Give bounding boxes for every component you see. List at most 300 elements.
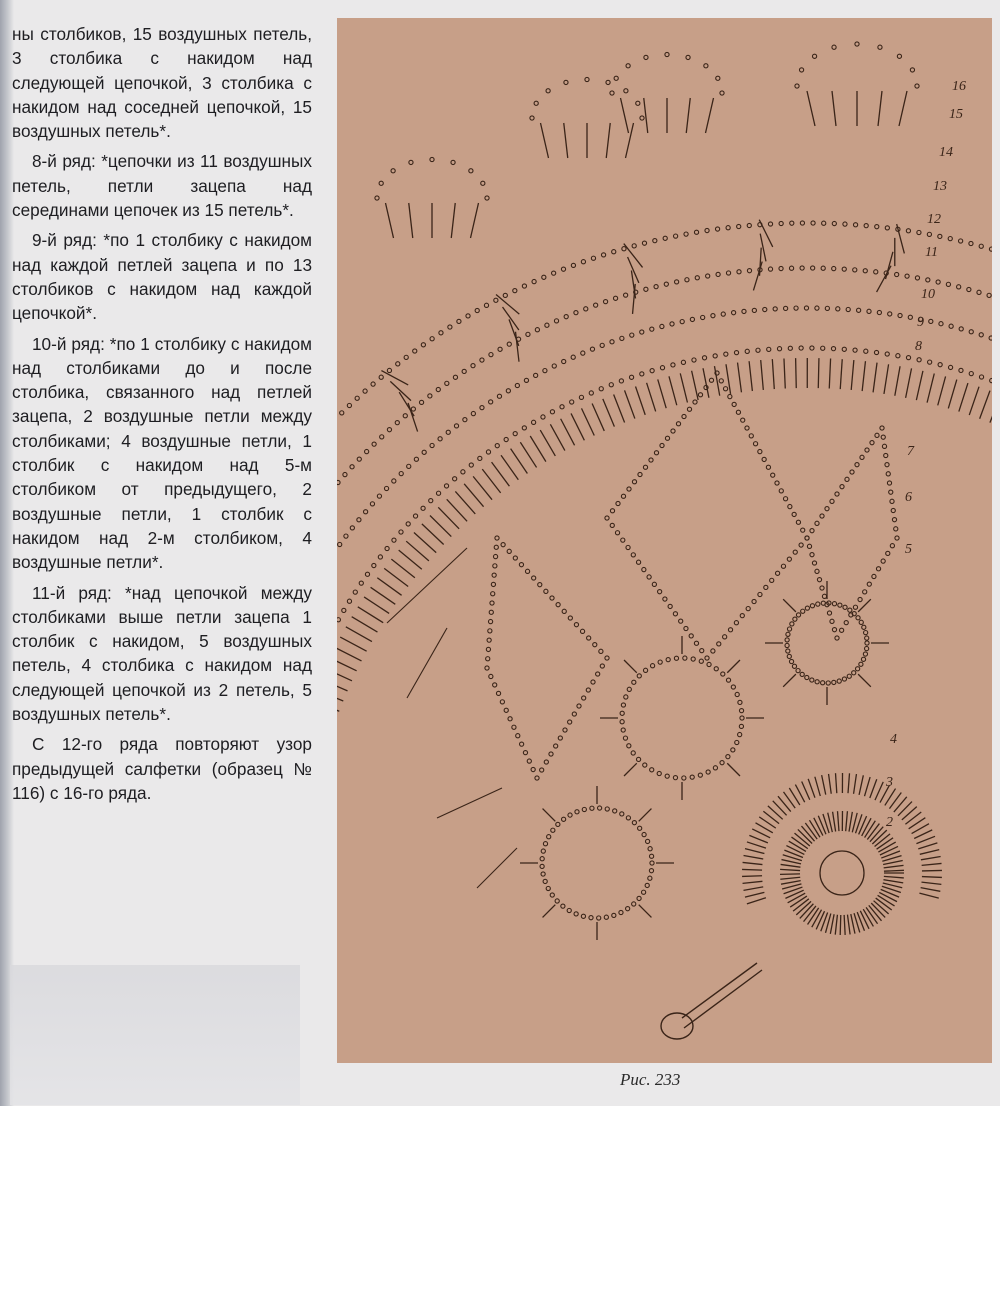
stitch-mark	[859, 775, 863, 795]
chain-stitch-mark	[650, 664, 654, 668]
stitch-mark	[878, 91, 882, 126]
stitch-mark	[773, 801, 787, 815]
chain-stitch-mark	[885, 463, 889, 467]
chain-stitch-mark	[801, 609, 805, 613]
chain-stitch-mark	[387, 368, 391, 372]
chain-stitch-mark	[658, 660, 662, 664]
chain-stitch-mark	[969, 371, 973, 375]
chain-stitch-mark	[610, 340, 614, 344]
chain-stitch-mark	[830, 619, 834, 623]
chain-stitch-mark	[525, 569, 529, 573]
chain-stitch-mark	[638, 826, 642, 830]
chain-stitch-mark	[593, 643, 597, 647]
stitch-mark	[639, 809, 652, 822]
chain-stitch-mark	[624, 293, 628, 297]
chain-stitch-mark	[461, 470, 465, 474]
chain-stitch-mark	[564, 80, 568, 84]
chain-stitch-mark	[864, 224, 868, 228]
chain-stitch-mark	[820, 514, 824, 518]
stitch-mark	[829, 359, 830, 389]
chain-stitch-mark	[917, 230, 921, 234]
chain-stitch-mark	[495, 444, 499, 448]
chain-stitch-mark	[884, 453, 888, 457]
chain-stitch-mark	[590, 347, 594, 351]
chain-stitch-mark	[858, 597, 862, 601]
chain-stitch-mark	[787, 627, 791, 631]
chain-stitch-mark	[621, 728, 625, 732]
chain-stitch-mark	[865, 641, 869, 645]
chain-stitch-mark	[692, 358, 696, 362]
stitch-mark	[761, 360, 764, 390]
stitch-mark	[686, 98, 690, 133]
stitch-mark	[346, 627, 372, 642]
chain-stitch-mark	[675, 280, 679, 284]
stitch-mark	[969, 387, 979, 415]
stitch-mark	[543, 809, 556, 822]
chain-stitch-mark	[728, 394, 732, 398]
chain-stitch-mark	[498, 347, 502, 351]
stitch-mark	[726, 364, 731, 394]
chain-stitch-mark	[671, 429, 675, 433]
chain-stitch-mark	[781, 564, 785, 568]
chain-stitch-mark	[792, 512, 796, 516]
chain-stitch-mark	[726, 226, 730, 230]
chain-stitch-mark	[877, 310, 881, 314]
chain-stitch-mark	[795, 84, 799, 88]
row-number-label: 13	[933, 179, 947, 194]
chain-stitch-mark	[875, 225, 879, 229]
chain-stitch-mark	[747, 269, 751, 273]
chain-stitch-mark	[454, 424, 458, 428]
chain-stitch-mark	[948, 237, 952, 241]
chain-stitch-mark	[642, 567, 646, 571]
stitch-mark	[744, 887, 764, 890]
stitch-mark	[785, 890, 803, 898]
chain-stitch-mark	[671, 363, 675, 367]
chain-stitch-mark	[540, 864, 544, 868]
stitch-mark	[922, 870, 942, 871]
chain-stitch-mark	[580, 629, 584, 633]
chain-stitch-mark	[504, 437, 508, 441]
chain-stitch-mark	[764, 585, 768, 589]
instructions-column	[12, 22, 312, 811]
chain-stitch-mark	[637, 896, 641, 900]
stitch-mark	[781, 881, 801, 885]
stitch-mark	[438, 507, 459, 529]
chain-stitch-mark	[723, 387, 727, 391]
chain-stitch-mark	[762, 457, 766, 461]
chain-stitch-mark	[872, 574, 876, 578]
stitch-mark	[358, 607, 383, 623]
chain-stitch-mark	[475, 308, 479, 312]
stitch-mark	[742, 869, 762, 870]
chain-stitch-mark	[681, 360, 685, 364]
chain-stitch-mark	[419, 400, 423, 404]
chain-stitch-mark	[624, 695, 628, 699]
chain-stitch-mark	[542, 275, 546, 279]
stitch-mark	[789, 841, 806, 851]
chain-stitch-mark	[865, 448, 869, 452]
chain-stitch-mark	[793, 550, 797, 554]
stitch-mark	[927, 374, 934, 403]
chain-stitch-mark	[436, 387, 440, 391]
chain-stitch-mark	[831, 347, 835, 351]
chain-stitch-mark	[640, 372, 644, 376]
chain-stitch-mark	[541, 849, 545, 853]
chain-stitch-mark	[832, 266, 836, 270]
chain-stitch-mark	[522, 426, 526, 430]
stitch-mark	[592, 404, 604, 431]
stitch-mark	[422, 524, 444, 545]
stitch-mark	[541, 123, 549, 158]
chain-stitch-mark	[927, 232, 931, 236]
chain-stitch-mark	[378, 555, 382, 559]
stitch-mark	[337, 679, 348, 691]
chain-stitch-mark	[660, 443, 664, 447]
stitch-mark	[879, 892, 897, 901]
chain-stitch-mark	[768, 267, 772, 271]
chain-stitch-mark	[836, 307, 840, 311]
chain-stitch-mark	[574, 311, 578, 315]
chain-stitch-mark	[493, 554, 497, 558]
chain-stitch-mark	[648, 876, 652, 880]
stem-loop	[661, 1013, 693, 1039]
stitch-mark	[571, 413, 584, 440]
chain-stitch-mark	[471, 411, 475, 415]
chain-stitch-mark	[747, 223, 751, 227]
chain-stitch-mark	[967, 287, 971, 291]
stitch-mark	[464, 484, 483, 507]
chain-stitch-mark	[421, 506, 425, 510]
chain-stitch-mark	[534, 101, 538, 105]
chain-stitch-mark	[812, 561, 816, 565]
chain-stitch-mark	[821, 681, 825, 685]
chain-stitch-mark	[805, 536, 809, 540]
chain-stitch-mark	[645, 839, 649, 843]
chain-stitch-mark	[785, 643, 789, 647]
stitch-mark	[897, 224, 905, 253]
chain-stitch-mark	[591, 680, 595, 684]
chain-stitch-mark	[990, 378, 992, 382]
stitch-mark	[564, 123, 568, 158]
chain-stitch-mark	[519, 563, 523, 567]
chain-stitch-mark	[716, 272, 720, 276]
chain-stitch-mark	[487, 638, 491, 642]
chain-stitch-mark	[538, 583, 542, 587]
chain-stitch-mark	[581, 914, 585, 918]
chain-stitch-mark	[491, 592, 495, 596]
chain-stitch-mark	[698, 393, 702, 397]
chain-stitch-mark	[739, 724, 743, 728]
chain-stitch-mark	[430, 337, 434, 341]
chain-stitch-mark	[835, 636, 839, 640]
chain-stitch-mark	[395, 421, 399, 425]
chain-stitch-mark	[489, 610, 493, 614]
chain-stitch-mark	[740, 614, 744, 618]
chain-stitch-mark	[574, 912, 578, 916]
chain-stitch-mark	[886, 551, 890, 555]
chain-stitch-mark	[694, 641, 698, 645]
chain-stitch-mark	[859, 620, 863, 624]
stitch-mark	[625, 390, 635, 418]
chain-stitch-mark	[724, 352, 728, 356]
stitch-mark	[744, 856, 764, 859]
chain-stitch-mark	[513, 289, 517, 293]
chain-stitch-mark	[340, 411, 344, 415]
chain-stitch-mark	[489, 352, 493, 356]
chain-stitch-mark	[862, 625, 866, 629]
row-number-label: 8	[915, 339, 922, 354]
chain-stitch-mark	[844, 621, 848, 625]
chain-stitch-mark	[384, 486, 388, 490]
chain-stitch-mark	[787, 654, 791, 658]
chain-stitch-mark	[783, 497, 787, 501]
chain-stitch-mark	[643, 668, 647, 672]
chain-stitch-mark	[512, 725, 516, 729]
chain-stitch-mark	[555, 899, 559, 903]
chain-stitch-mark	[407, 464, 411, 468]
chain-stitch-mark	[867, 582, 871, 586]
chain-stitch-mark	[641, 890, 645, 894]
chain-stitch-mark	[875, 433, 879, 437]
chain-stitch-mark	[493, 564, 497, 568]
chain-stitch-mark	[779, 266, 783, 270]
chain-stitch-mark	[957, 285, 961, 289]
chain-stitch-mark	[403, 414, 407, 418]
chain-stitch-mark	[698, 773, 702, 777]
chain-stitch-mark	[380, 435, 384, 439]
chain-stitch-mark	[605, 807, 609, 811]
chain-stitch-mark	[825, 306, 829, 310]
stitch-mark	[916, 836, 935, 843]
stitch-mark	[471, 203, 479, 238]
chain-stitch-mark	[584, 307, 588, 311]
chain-stitch-mark	[630, 333, 634, 337]
chain-stitch-mark	[643, 465, 647, 469]
chain-stitch-mark	[582, 807, 586, 811]
chain-stitch-mark	[535, 328, 539, 332]
chain-stitch-mark	[610, 509, 614, 513]
instruction-row-9: 9-й ряд: *по 1 столбику с накидом над каждой петлей зацепа и по 13 столбиков с накидом над каждой цепочкой*.	[12, 230, 312, 324]
chain-stitch-mark	[739, 709, 743, 713]
stitch-mark	[884, 876, 904, 878]
chain-stitch-mark	[574, 623, 578, 627]
chain-stitch-mark	[543, 842, 547, 846]
chain-stitch-mark	[375, 196, 379, 200]
chain-stitch-mark	[807, 544, 811, 548]
instruction-repeat: С 12-го ряда повторяют узор предыдущей салфетки (образец № 116) с 16-го ряда.	[12, 734, 312, 803]
chain-stitch-mark	[840, 485, 844, 489]
chain-stitch-mark	[979, 333, 983, 337]
chain-stitch-mark	[544, 760, 548, 764]
stitch-mark	[582, 408, 595, 435]
chain-stitch-mark	[753, 442, 757, 446]
stitch-mark	[863, 909, 873, 926]
chain-stitch-mark	[613, 296, 617, 300]
chain-stitch-mark	[843, 222, 847, 226]
stitch-mark	[550, 424, 565, 450]
chain-stitch-mark	[863, 590, 867, 594]
chain-stitch-mark	[938, 234, 942, 238]
chain-stitch-mark	[853, 223, 857, 227]
chain-stitch-mark	[811, 221, 815, 225]
stitch-mark	[808, 779, 815, 798]
chain-stitch-mark	[732, 402, 736, 406]
stitch-mark	[883, 880, 903, 883]
chain-stitch-mark	[702, 356, 706, 360]
chain-stitch-mark	[789, 266, 793, 270]
chain-stitch-mark	[847, 674, 851, 678]
chain-stitch-mark	[969, 241, 973, 245]
chain-stitch-mark	[689, 634, 693, 638]
stitch-mark	[384, 568, 408, 586]
chain-stitch-mark	[939, 322, 943, 326]
stitch-mark	[745, 892, 764, 897]
chain-stitch-mark	[752, 308, 756, 312]
chain-stitch-mark	[568, 720, 572, 724]
chain-stitch-mark	[541, 415, 545, 419]
chain-stitch-mark	[481, 181, 485, 185]
chain-stitch-mark	[549, 752, 553, 756]
stitch-mark	[822, 775, 826, 795]
chain-stitch-mark	[621, 494, 625, 498]
chain-stitch-mark	[364, 510, 368, 514]
chain-stitch-mark	[540, 768, 544, 772]
chain-stitch-mark	[891, 508, 895, 512]
chain-stitch-mark	[805, 606, 809, 610]
chain-stitch-mark	[486, 450, 490, 454]
chain-stitch-mark	[571, 263, 575, 267]
stitch-mark	[844, 915, 845, 935]
chain-stitch-mark	[478, 456, 482, 460]
chain-stitch-mark	[526, 332, 530, 336]
chain-stitch-mark	[887, 481, 891, 485]
stitch-mark	[884, 865, 904, 867]
chain-stitch-mark	[535, 776, 539, 780]
chain-stitch-mark	[337, 618, 340, 622]
row-number-label: 16	[952, 79, 966, 94]
stitch-mark	[883, 860, 903, 864]
chain-stitch-mark	[865, 636, 869, 640]
stitch-mark	[496, 295, 519, 315]
stitch-mark	[745, 849, 764, 854]
chain-stitch-mark	[626, 816, 630, 820]
chain-stitch-mark	[720, 761, 724, 765]
stitch-mark	[835, 915, 837, 935]
stitch-mark	[540, 430, 555, 456]
chain-stitch-mark	[582, 696, 586, 700]
chain-stitch-mark	[664, 282, 668, 286]
chain-stitch-mark	[779, 489, 783, 493]
chain-stitch-mark	[855, 42, 859, 46]
stitch-mark	[916, 371, 923, 400]
chain-stitch-mark	[720, 91, 724, 95]
chain-stitch-mark	[342, 608, 346, 612]
stitch-mark	[780, 869, 800, 870]
chain-stitch-mark	[591, 256, 595, 260]
chain-stitch-mark	[496, 691, 500, 695]
stitch-mark	[862, 361, 865, 391]
chain-stitch-mark	[699, 659, 703, 663]
stitch-mark	[838, 811, 839, 831]
chain-stitch-mark	[674, 656, 678, 660]
chain-stitch-mark	[746, 606, 750, 610]
stitch-mark	[948, 380, 956, 409]
chain-stitch-mark	[896, 354, 900, 358]
chain-stitch-mark	[644, 55, 648, 59]
chain-stitch-mark	[653, 239, 657, 243]
chain-stitch-mark	[865, 646, 869, 650]
chain-stitch-mark	[392, 479, 396, 483]
chain-stitch-mark	[758, 592, 762, 596]
chain-stitch-mark	[740, 716, 744, 720]
chain-stitch-mark	[619, 379, 623, 383]
chain-stitch-mark	[652, 582, 656, 586]
chain-stitch-mark	[694, 230, 698, 234]
chain-stitch-mark	[959, 368, 963, 372]
chain-stitch-mark	[629, 375, 633, 379]
chain-stitch-mark	[775, 571, 779, 575]
chain-stitch-mark	[680, 319, 684, 323]
chain-stitch-mark	[738, 700, 742, 704]
chain-stitch-mark	[497, 394, 501, 398]
chain-stitch-mark	[726, 271, 730, 275]
chain-stitch-mark	[469, 169, 473, 173]
chain-stitch-mark	[915, 276, 919, 280]
chain-stitch-mark	[581, 260, 585, 264]
chain-stitch-mark	[674, 234, 678, 238]
chain-stitch-mark	[546, 886, 550, 890]
chain-stitch-mark	[815, 680, 819, 684]
chain-stitch-mark	[500, 700, 504, 704]
chain-stitch-mark	[577, 704, 581, 708]
chain-stitch-mark	[439, 331, 443, 335]
stitch-mark	[482, 469, 500, 493]
chain-stitch-mark	[649, 869, 653, 873]
chain-stitch-mark	[620, 812, 624, 816]
chain-stitch-mark	[792, 664, 796, 668]
stitch-mark	[895, 366, 900, 396]
stitch-mark	[836, 773, 837, 793]
chain-stitch-mark	[842, 347, 846, 351]
chain-stitch-mark	[906, 356, 910, 360]
stitch-mark	[920, 850, 939, 855]
chain-stitch-mark	[704, 64, 708, 68]
chain-stitch-mark	[587, 636, 591, 640]
chain-stitch-mark	[959, 327, 963, 331]
stitch-mark	[858, 599, 871, 612]
show-through-shadow	[10, 965, 300, 1105]
chain-stitch-mark	[603, 300, 607, 304]
chain-stitch-mark	[827, 611, 831, 615]
chain-stitch-mark	[820, 586, 824, 590]
stitch-mark	[851, 914, 855, 934]
chain-stitch-mark	[796, 520, 800, 524]
chain-stitch-mark	[571, 355, 575, 359]
chain-stitch-mark	[837, 679, 841, 683]
chain-stitch-mark	[738, 732, 742, 736]
chain-stitch-mark	[685, 278, 689, 282]
chain-stitch-mark	[979, 375, 983, 379]
chain-stitch-mark	[610, 523, 614, 527]
chain-stitch-mark	[372, 442, 376, 446]
chain-stitch-mark	[867, 309, 871, 313]
stitch-mark	[906, 368, 912, 397]
chain-stitch-mark	[846, 307, 850, 311]
chain-stitch-mark	[645, 883, 649, 887]
chain-stitch-mark	[799, 346, 803, 350]
stitch-mark	[430, 516, 451, 537]
